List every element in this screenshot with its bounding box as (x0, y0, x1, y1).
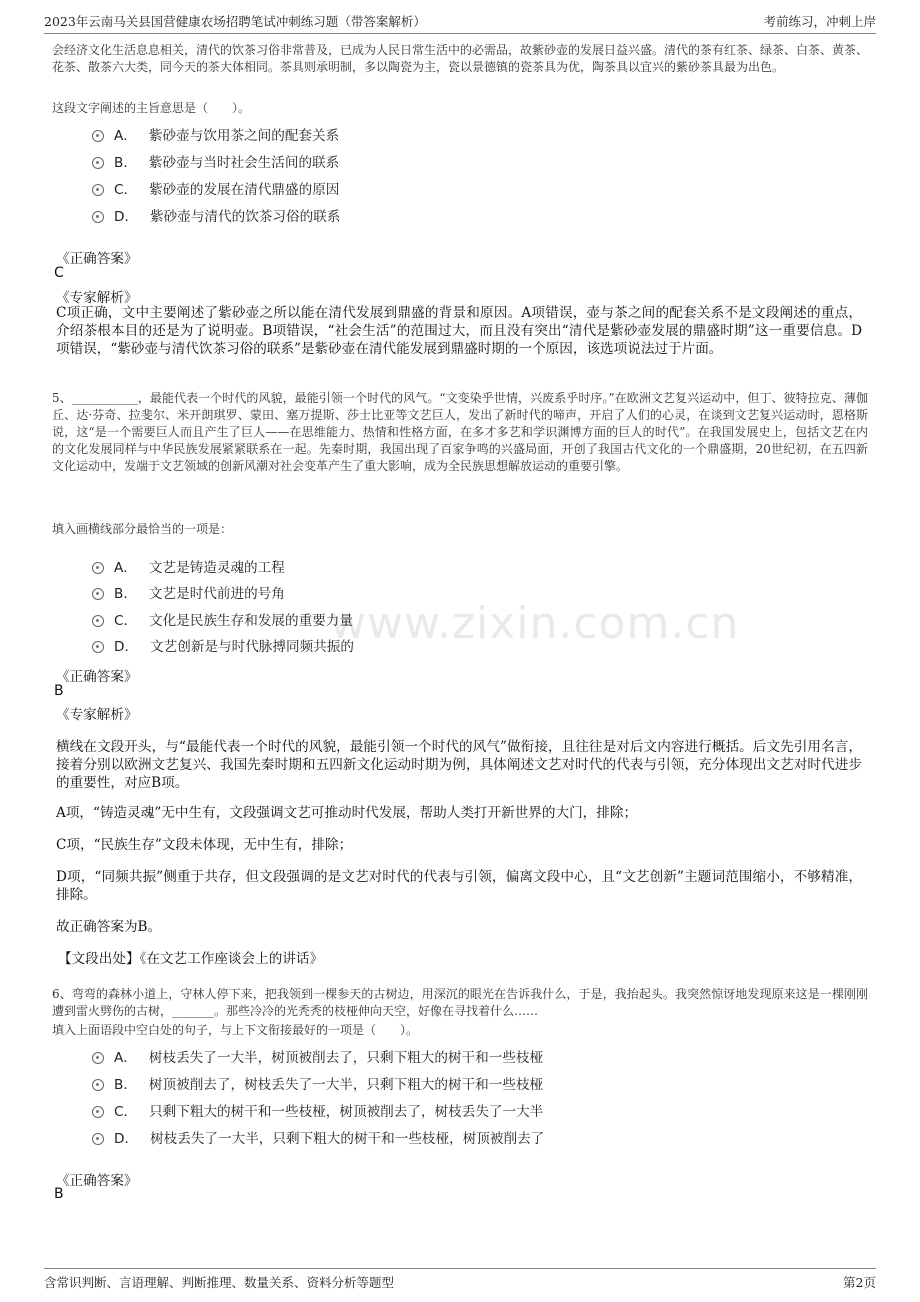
radio-icon[interactable] (92, 130, 104, 142)
q6-answer: B (54, 1186, 64, 1202)
radio-icon[interactable] (92, 588, 104, 600)
q4-option-a[interactable]: A． 紫砂壶与饮用茶之间的配套关系 (92, 124, 339, 144)
page-number: 第2页 (843, 1275, 876, 1290)
radio-icon[interactable] (92, 615, 104, 627)
q4-passage: 会经济文化生活息息相关，清代的饮茶习俗非常普及，已成为人民日常生活中的必需品，故紫砂壶的发展日益兴盛。清代的茶有红茶、绿茶、白茶、黄茶、花茶、散茶六大类，同今天的茶大体相同。茶具则承明制，多以陶瓷为主，瓷以景德镇的瓷茶具为优，陶茶具以宜兴的紫砂茶具最为出色。 (52, 43, 869, 74)
page-footer (44, 1268, 876, 1292)
q4-option-c[interactable]: C． 紫砂壶的发展在清代鼎盛的原因 (92, 178, 339, 198)
radio-icon[interactable] (92, 211, 104, 223)
q5-option-d[interactable]: D． 文艺创新是与时代脉搏同频共振的 (92, 635, 354, 655)
q5-passage: 5、___________，最能代表一个时代的风貌，最能引领一个时代的风气。“文变染乎世情，兴废系乎时序。”在欧洲文艺复兴运动中，但丁、彼特拉克、薄伽丘、达·芬奇、拉斐尔、米开朗琪罗、蒙田、塞万提斯、莎士比亚等文艺巨人，发出了新时代的啼声，开启了人们的心灵，在谈到文艺复兴运动时，恩格斯说，这“是一个需要巨人而且产生了巨人——在思维能力、热情和性格方面，在多才多艺和学识渊博方面的巨人的时代”。在我国发展史上，包括文艺在内的文化发展同样与中华民族发展紧紧联系在一起。先秦时期，我国出现了百家争鸣的兴盛局面，开创了我国古代文化的一个鼎盛期，20世纪初，在五四新文化运动中，发端于文艺领域的创新风潮对社会变革产生了重大影响，成为全民族思想解放运动的重要引擎。 (52, 391, 868, 473)
q5-analysis-main: 横线在文段开头，与“最能代表一个时代的风貌，最能引领一个时代的风气”做衔接，且往往是对后文内容进行概括。后文先引用名言，接着分别以欧洲文艺复兴、我国先秦时期和五四新文化运动时期为例，具体阐述文艺对时代的代表与引领，充分体现出文艺对时代进步的重要性，对应B项。 (56, 739, 862, 791)
footer-topics: 含常识判断、言语理解、判断推理、数量关系、资料分析等题型 (44, 1275, 395, 1290)
q5-prompt: 填入画横线部分最恰当的一项是： (52, 522, 233, 536)
q4-answer: C (54, 265, 64, 281)
q4-prompt: 这段文字阐述的主旨意思是（ ）。 (52, 101, 251, 115)
radio-icon[interactable] (92, 641, 104, 653)
q5-answer-label: 《正确答案》 (56, 669, 138, 685)
header-slogan: 考前练习，冲刺上岸 (763, 14, 876, 29)
q5-analysis-c: C项，“民族生存”文段未体现，无中生有，排除； (56, 837, 353, 853)
q6-passage: 6、弯弯的森林小道上，守林人停下来，把我领到一棵参天的古树边，用深沉的眼光在告诉我什么，于是，我抬起头。我突然惊讶地发现原来这是一棵刚刚遭到雷火劈伤的古树，_______。那些冷冷的光秃秃的枝桠伸向天空，好像在寻找着什么…… (52, 987, 868, 1018)
page-header (44, 10, 876, 34)
q4-analysis-label: 《专家解析》 (56, 290, 138, 306)
radio-icon[interactable] (92, 1106, 104, 1118)
q5-answer: B (54, 683, 64, 699)
watermark: www.zixin.com.cn (330, 598, 740, 649)
q4-option-d[interactable]: D． 紫砂壶与清代的饮茶习俗的联系 (92, 205, 340, 225)
radio-icon[interactable] (92, 1079, 104, 1091)
radio-icon[interactable] (92, 1133, 104, 1145)
q5-source: 【文段出处】《在文艺工作座谈会上的讲话》 (58, 951, 324, 967)
radio-icon[interactable] (92, 562, 104, 574)
q5-analysis-label: 《专家解析》 (56, 707, 138, 723)
q6-option-a[interactable]: A． 树枝丢失了一大半，树顶被削去了，只剩下粗大的树干和一些枝桠 (92, 1046, 543, 1066)
q5-option-a[interactable]: A． 文艺是铸造灵魂的工程 (92, 556, 285, 576)
q6-answer-label: 《正确答案》 (56, 1173, 138, 1189)
q6-option-c[interactable]: C． 只剩下粗大的树干和一些枝桠，树顶被削去了，树枝丢失了一大半 (92, 1100, 543, 1120)
q5-option-b[interactable]: B． 文艺是时代前进的号角 (92, 582, 285, 602)
q5-option-c[interactable]: C． 文化是民族生存和发展的重要力量 (92, 609, 353, 629)
radio-icon[interactable] (92, 157, 104, 169)
radio-icon[interactable] (92, 1052, 104, 1064)
q5-analysis-d: D项，“同频共振”侧重于共存，但文段强调的是文艺对时代的代表与引领，偏离文段中心，且“文艺创新”主题词范围缩小，不够精准，排除。 (56, 869, 862, 903)
radio-icon[interactable] (92, 184, 104, 196)
q5-analysis-a: A项，“铸造灵魂”无中生有，文段强调文艺可推动时代发展，帮助人类打开新世界的大门，排除； (56, 805, 638, 821)
q4-option-b[interactable]: B． 紫砂壶与当时社会生活间的联系 (92, 151, 339, 171)
q4-answer-label: 《正确答案》 (56, 251, 138, 267)
q4-analysis: C项正确，文中主要阐述了紫砂壶之所以能在清代发展到鼎盛的背景和原因。A项错误，壶与茶之间的配套关系不是文段阐述的重点，介绍茶根本目的还是为了说明壶。B项错误，“社会生活”的范围过大，而且没有突出“清代是紫砂壶发展的鼎盛时期”这一重要信息。D项错误，“紫砂壶与清代饮茶习俗的联系”是紫砂壶在清代能发展到鼎盛时期的一个原因，该选项说法过于片面。 (56, 305, 862, 357)
document-title: 2023年云南马关县国营健康农场招聘笔试冲刺练习题（带答案解析） (44, 14, 426, 29)
q6-option-d[interactable]: D． 树枝丢失了一大半，只剩下粗大的树干和一些枝桠，树顶被削去了 (92, 1127, 544, 1147)
q6-prompt: 填入上面语段中空白处的句子，与上下文衔接最好的一项是（ ）。 (52, 1023, 419, 1037)
q5-conclusion: 故正确答案为B。 (56, 919, 162, 935)
q6-option-b[interactable]: B． 树顶被削去了，树枝丢失了一大半，只剩下粗大的树干和一些枝桠 (92, 1073, 543, 1093)
